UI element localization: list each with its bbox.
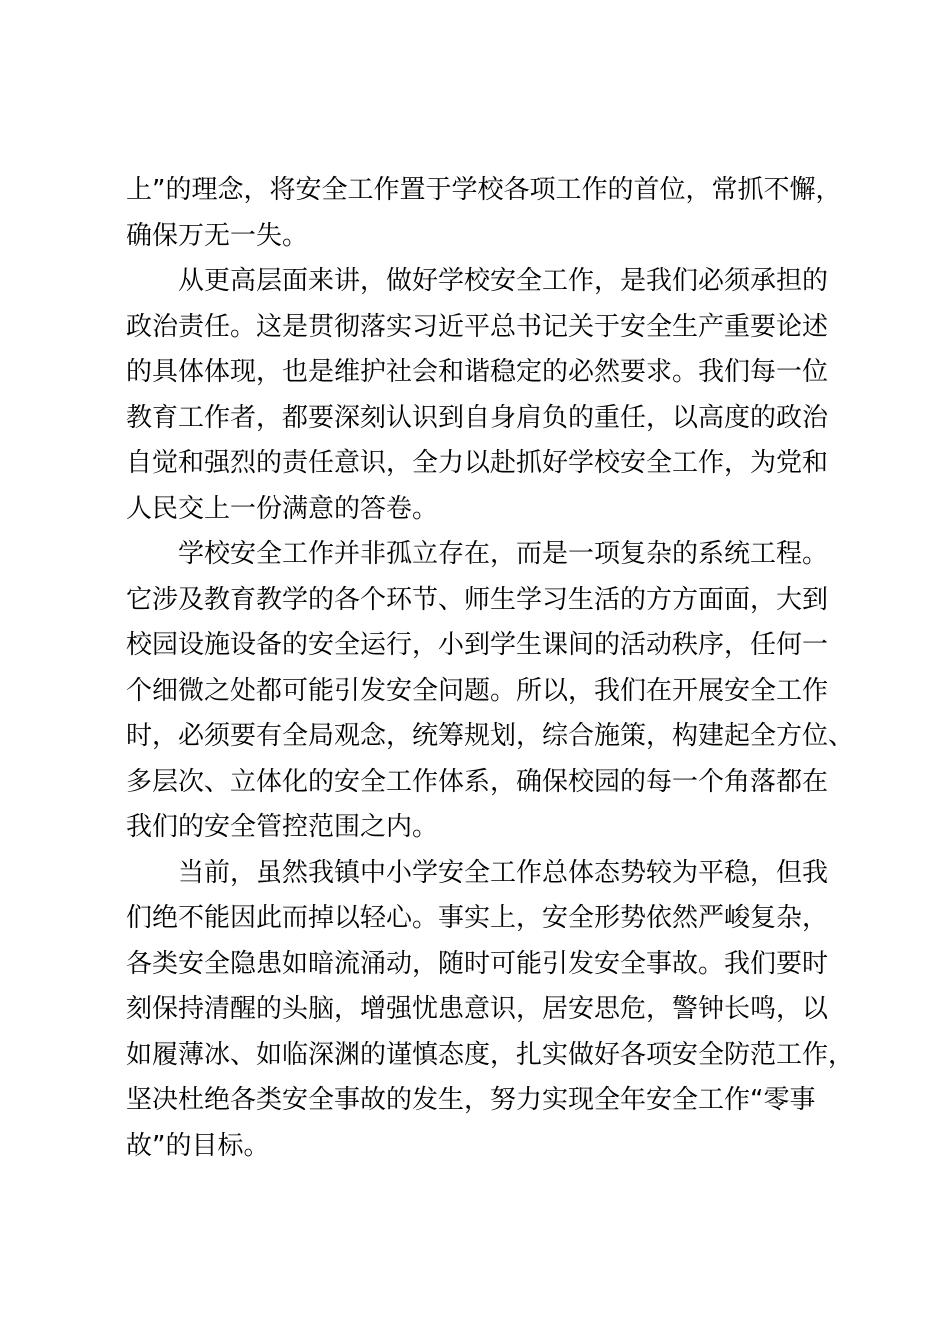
text-line: 故”的目标。	[126, 1130, 270, 1161]
text-line: 多层次、立体化的安全工作体系，确保校园的每一个角落都在	[126, 766, 829, 797]
paragraph-1	[126, 168, 850, 259]
text-line: 自觉和强烈的责任意识，全力以赴抓好学校安全工作，为党和	[126, 448, 829, 478]
text-line: 学校安全工作并非孤立存在，而是一项复杂的系统工程。	[178, 539, 829, 569]
text-line: 的具体体现，也是维护社会和谐稳定的必然要求。我们每一位	[126, 357, 829, 387]
text-line: 上”的理念，将安全工作置于学校各项工作的首位，常抓不懈，	[126, 175, 842, 205]
document-body	[126, 168, 855, 1169]
paragraph-3	[126, 532, 855, 851]
text-line: 校园设施设备的安全运行，小到学生课间的活动秩序，任何一	[126, 630, 829, 660]
text-line: 确保万无一失。	[126, 220, 309, 251]
text-line: 刻保持清醒的头脑，增强忧患意识，居安思危，警钟长鸣，以	[126, 994, 829, 1024]
text-line: 个细微之处都可能引发安全问题。所以，我们在开展安全工作	[126, 675, 829, 706]
text-line: 们绝不能因此而掉以轻心。事实上，安全形势依然严峻复杂，	[126, 903, 829, 933]
text-line: 坚决杜绝各类安全事故的发生，努力实现全年安全工作“零事	[126, 1085, 816, 1115]
text-line: 从更高层面来讲，做好学校安全工作，是我们必须承担的	[178, 266, 829, 296]
text-line: 时，必须要有全局观念，统筹规划，综合施策，构建起全方位、	[126, 721, 855, 751]
paragraph-2	[126, 259, 850, 532]
paragraph-4	[126, 851, 855, 1170]
text-line: 政治责任。这是贯彻落实习近平总书记关于安全生产重要论述	[126, 311, 829, 342]
text-line: 人民交上一份满意的答卷。	[126, 493, 439, 524]
text-line: 我们的安全管控范围之内。	[126, 812, 439, 842]
text-line: 它涉及教育教学的各个环节、师生学习生活的方方面面，大到	[126, 584, 829, 615]
text-line: 教育工作者，都要深刻认识到自身肩负的重任，以高度的政治	[126, 402, 829, 433]
text-line: 各类安全隐患如暗流涌动，随时可能引发安全事故。我们要时	[126, 948, 829, 979]
text-line: 如履薄冰、如临深渊的谨慎态度，扎实做好各项安全防范工作，	[126, 1039, 855, 1070]
text-line: 当前，虽然我镇中小学安全工作总体态势较为平稳，但我	[178, 857, 829, 888]
